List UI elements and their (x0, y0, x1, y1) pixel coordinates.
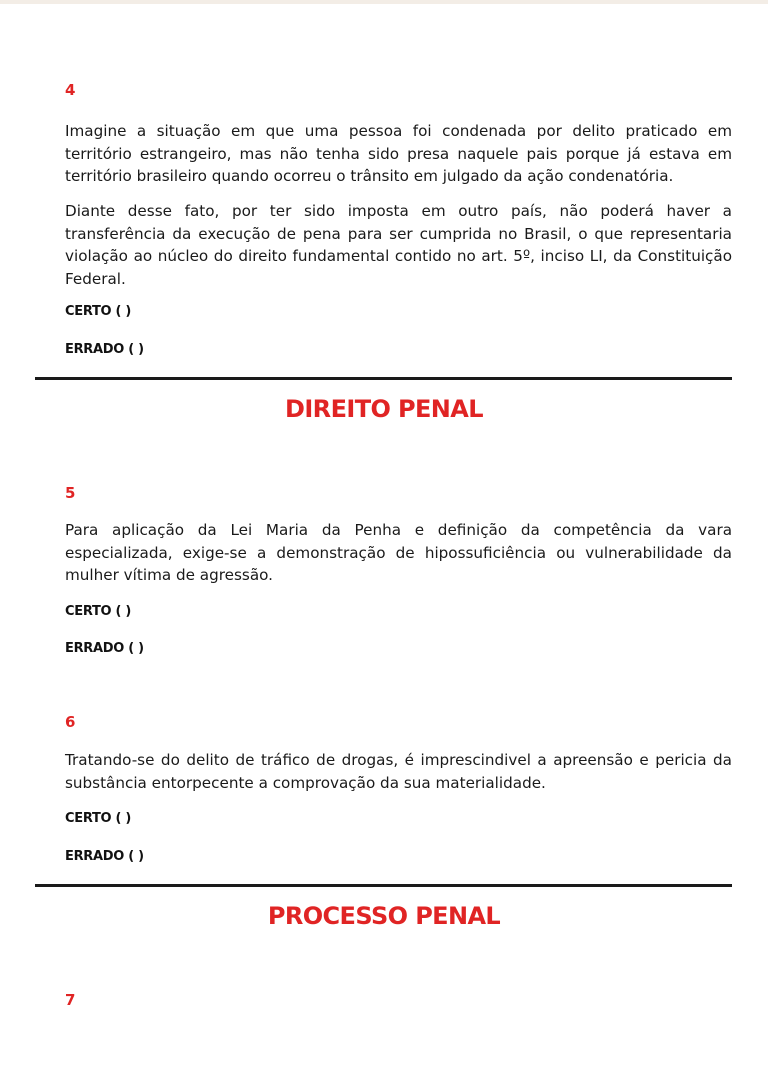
question-number-4: 4 (65, 81, 76, 99)
section-title-direito-penal: DIREITO PENAL (285, 395, 483, 423)
section-divider-2 (35, 884, 732, 887)
question-5-paragraph-1: Para aplicação da Lei Maria da Penha e definição da competência da vara especializada, exige-se a demonstração de hipossuficiência ou vulnerabilidade da mulher vítima de agressão. (65, 521, 732, 584)
question-4-paragraph-1: Imagine a situação em que uma pessoa foi condenada por delito praticado em território estrangeiro, mas não tenha sido presa naquele pais porque já estava em território brasileiro quando ocorreu o trânsito em julgado da ação condenatória. (65, 122, 732, 185)
question-5-option-certo[interactable]: CERTO ( ) (65, 604, 132, 619)
question-number-6: 6 (65, 713, 76, 731)
question-5-option-errado[interactable]: ERRADO ( ) (65, 641, 144, 656)
section-divider-1 (35, 377, 732, 380)
section-title-processo-penal: PROCESSO PENAL (267, 902, 501, 930)
question-4-paragraph-2: Diante desse fato, por ter sido imposta em outro país, não poderá haver a transferência da execução de pena para ser cumprida no Brasil, o que representaria violação ao núcleo do direito fundamental contido no art. 5º, inciso LI, da Constituição Federal. (65, 202, 732, 288)
question-number-7: 7 (65, 991, 76, 1009)
question-6-option-certo[interactable]: CERTO ( ) (65, 811, 132, 826)
question-6-option-errado[interactable]: ERRADO ( ) (65, 849, 144, 864)
question-4-option-errado[interactable]: ERRADO ( ) (65, 342, 144, 357)
question-number-5: 5 (65, 484, 76, 502)
question-4-option-certo[interactable]: CERTO ( ) (65, 304, 132, 319)
question-6-paragraph-1: Tratando-se do delito de tráfico de drogas, é imprescindivel a apreensão e pericia da substância entorpecente a comprovação da sua materialidade. (65, 751, 732, 792)
